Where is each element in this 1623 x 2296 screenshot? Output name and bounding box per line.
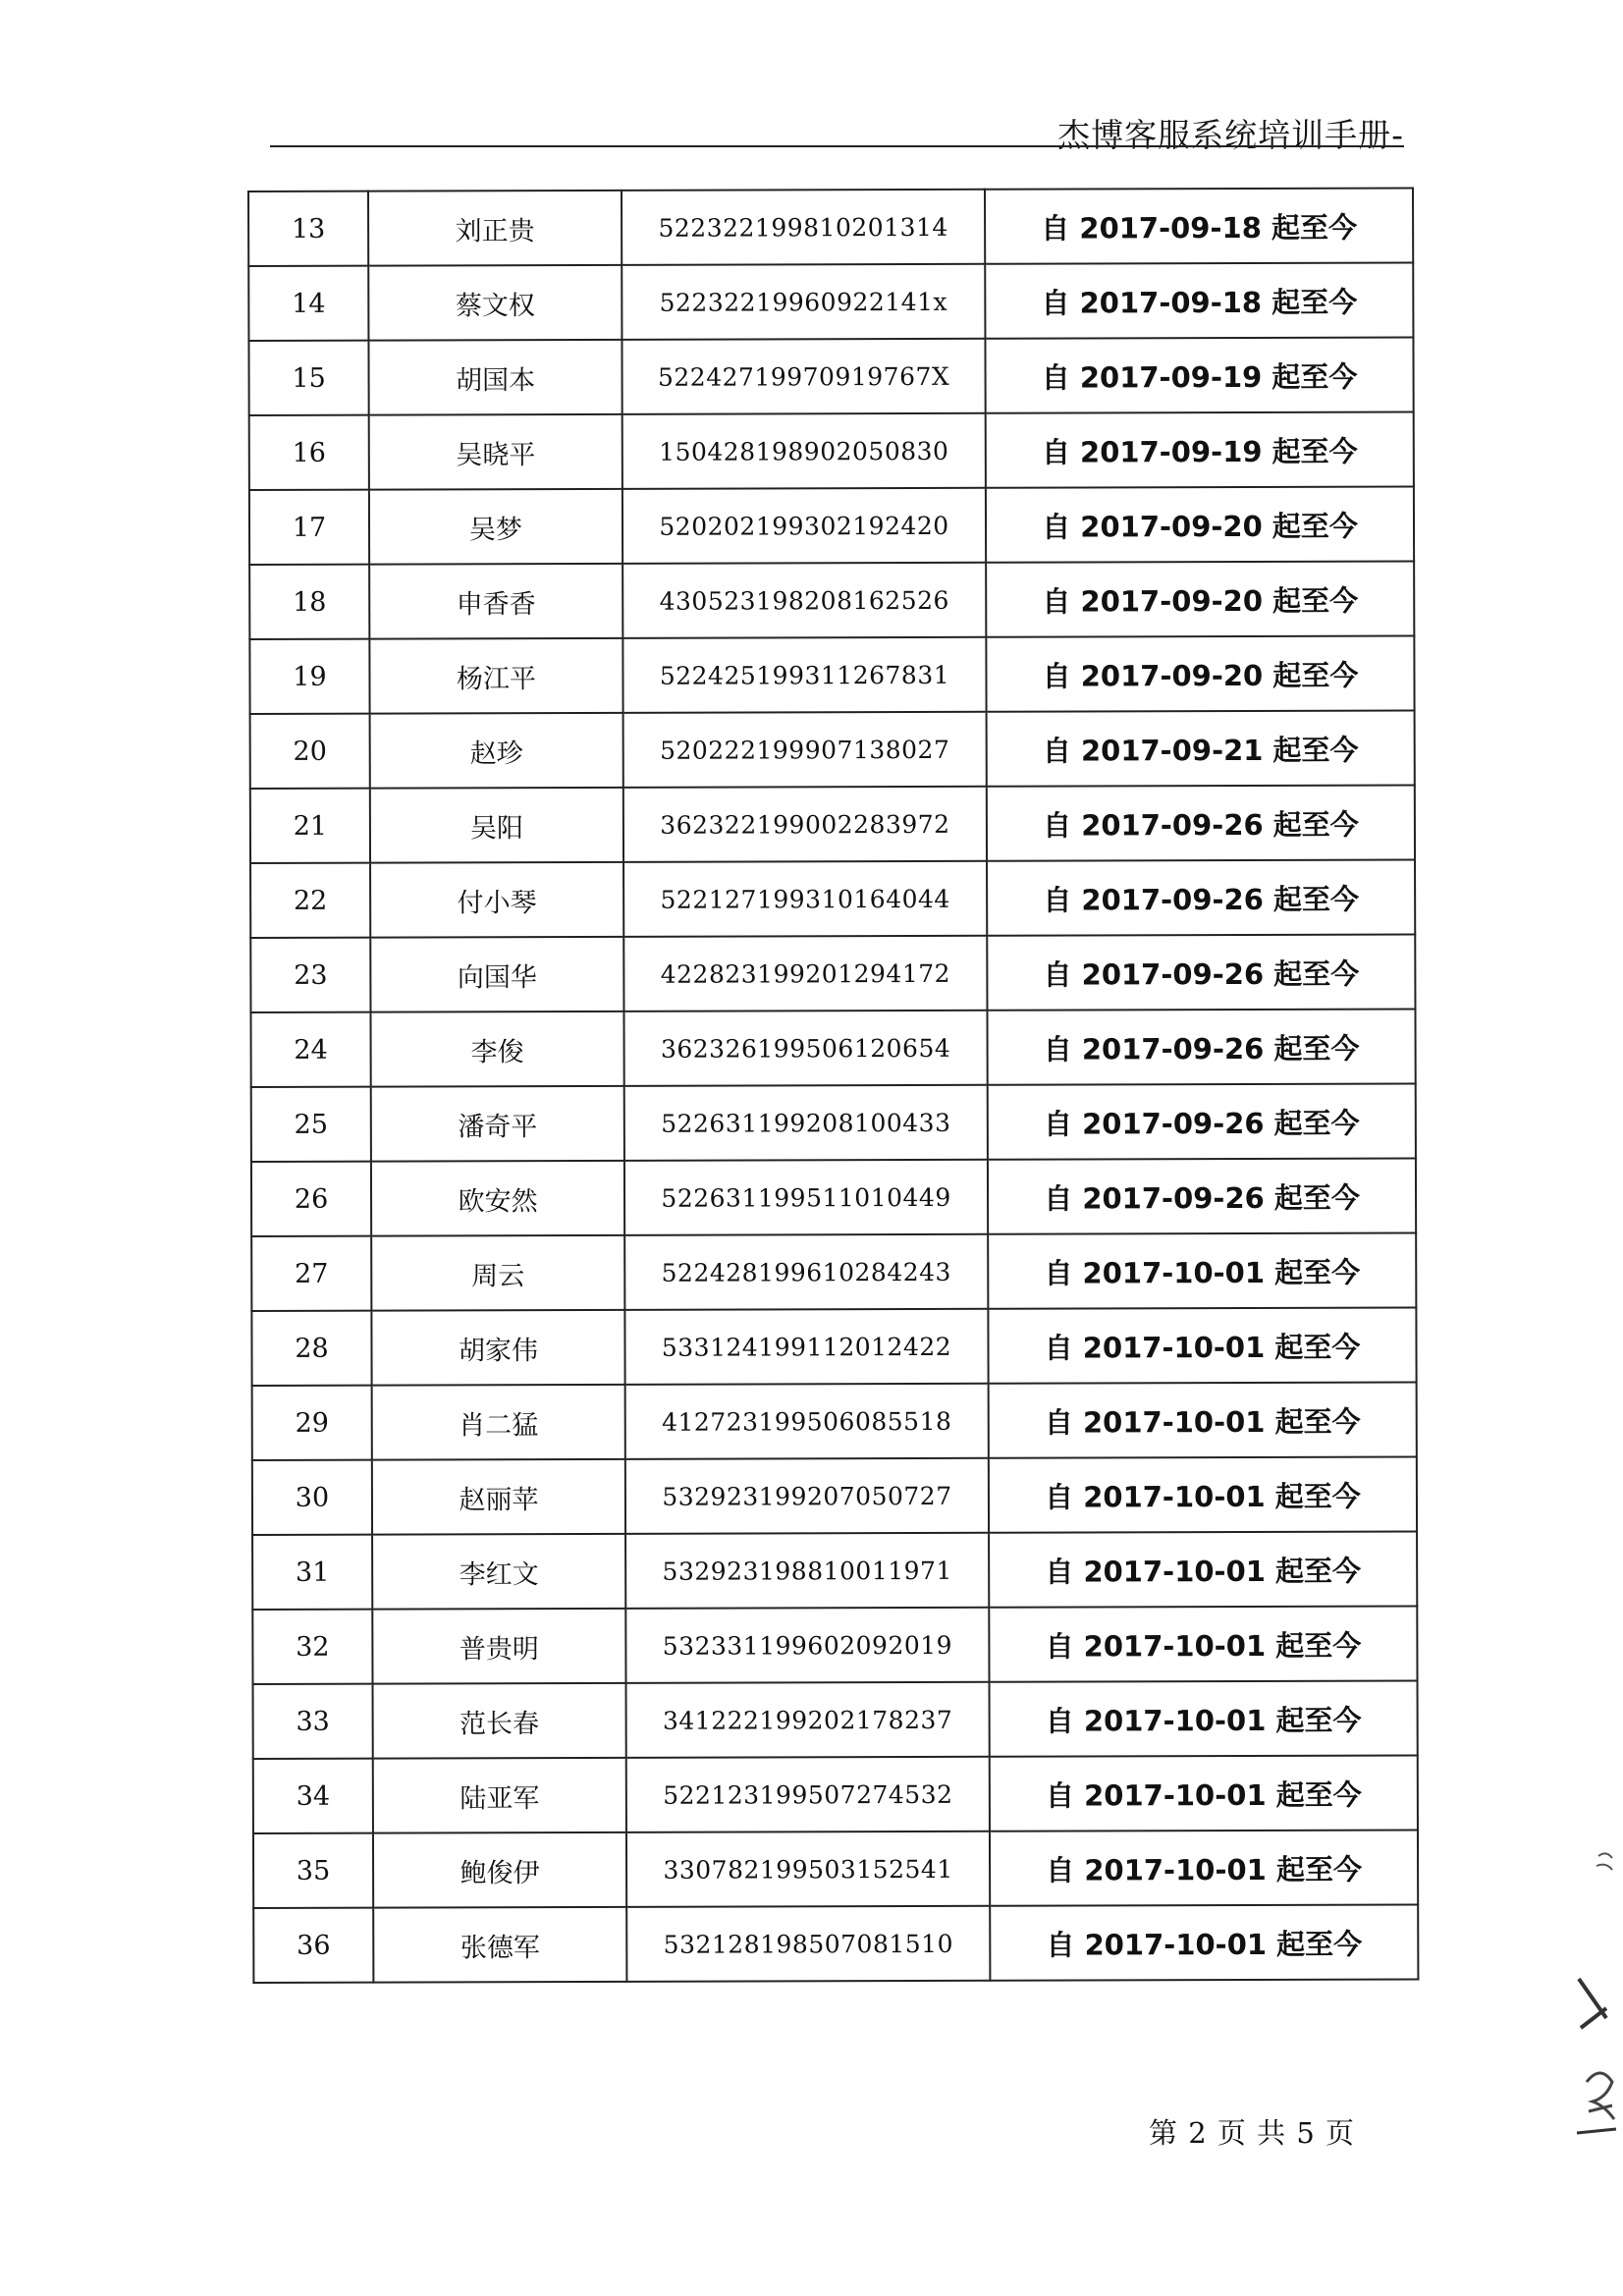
roster-table-body: [248, 188, 1418, 1983]
employee-name: 申香香: [369, 564, 622, 639]
id-number: 520202199302192420: [622, 488, 986, 564]
table-row: [252, 1456, 1417, 1535]
table-row: [249, 561, 1414, 639]
employment-period: 自 2017-09-26 起至今: [987, 1009, 1415, 1084]
employment-period: 自 2017-09-20 起至今: [986, 635, 1414, 711]
employee-name: 李红文: [372, 1534, 625, 1610]
roster-table: [247, 187, 1419, 1984]
document-header-title: 杰博客服系统培训手册-: [1057, 116, 1404, 154]
id-number: 532331199602092019: [625, 1608, 989, 1683]
id-number: 362326199506120654: [623, 1011, 987, 1086]
row-number: 17: [249, 490, 369, 565]
row-number: 21: [250, 789, 370, 863]
id-number: 430523198208162526: [622, 563, 986, 638]
employment-period: 自 2017-10-01 起至今: [989, 1456, 1417, 1532]
employment-period: 自 2017-09-26 起至今: [987, 785, 1415, 860]
employment-period: 自 2017-09-18 起至今: [985, 188, 1413, 263]
table-row: [251, 1158, 1416, 1236]
id-number: 522631199208100433: [624, 1085, 988, 1161]
row-number: 36: [253, 1908, 373, 1983]
table-row: [253, 1755, 1418, 1833]
stamp-fragment: [1569, 1817, 1623, 2141]
id-number: 533124199112012422: [624, 1309, 988, 1385]
table-row: [250, 710, 1415, 789]
employment-period: 自 2017-10-01 起至今: [990, 1680, 1418, 1756]
table-row: [248, 188, 1413, 266]
row-number: 20: [250, 714, 370, 789]
employee-name: 蔡文权: [368, 265, 622, 341]
table-row: [249, 411, 1414, 490]
employee-name: 刘正贵: [368, 191, 622, 266]
row-number: 28: [251, 1311, 371, 1386]
id-number: 52242719970919767X: [622, 339, 985, 414]
row-number: 18: [249, 565, 369, 639]
table-row: [248, 262, 1413, 341]
employee-name: 吴阳: [370, 788, 623, 863]
table-row: [249, 635, 1414, 714]
id-number: 522322199810201314: [622, 190, 985, 265]
page-number: 第 2 页 共 5 页: [1149, 2116, 1355, 2150]
employment-period: 自 2017-09-26 起至今: [988, 1158, 1416, 1233]
row-number: 19: [249, 639, 369, 714]
row-number: 16: [249, 415, 369, 490]
id-number: 522428199610284243: [624, 1234, 988, 1310]
row-number: 22: [250, 863, 370, 938]
id-number: 522425199311267831: [622, 637, 986, 713]
employee-name: 胡家伟: [371, 1310, 624, 1386]
employee-name: 周云: [371, 1235, 624, 1311]
employment-period: 自 2017-10-01 起至今: [988, 1232, 1416, 1308]
employee-name: 吴梦: [369, 489, 622, 565]
id-number: 330782199503152541: [626, 1831, 990, 1907]
employee-name: 欧安然: [371, 1161, 624, 1236]
row-number: 14: [248, 266, 368, 341]
employment-period: 自 2017-09-26 起至今: [988, 1083, 1416, 1159]
employment-period: 自 2017-10-01 起至今: [989, 1531, 1417, 1607]
table-row: [251, 1232, 1416, 1311]
row-number: 26: [251, 1162, 371, 1236]
employee-name: 潘奇平: [371, 1086, 624, 1162]
table-row: [251, 1083, 1416, 1162]
employment-period: 自 2017-09-19 起至今: [985, 337, 1413, 412]
id-number: 532128198507081510: [626, 1906, 990, 1982]
employee-name: 鲍俊伊: [373, 1832, 626, 1908]
employment-period: 自 2017-09-26 起至今: [987, 934, 1415, 1010]
row-number: 25: [251, 1087, 371, 1162]
id-number: 341222199202178237: [626, 1682, 990, 1758]
table-row: [252, 1382, 1417, 1460]
employment-period: 自 2017-09-21 起至今: [987, 710, 1415, 786]
employee-name: 胡国本: [368, 340, 622, 415]
employee-name: 普贵明: [372, 1609, 625, 1684]
table-row: [250, 934, 1415, 1012]
row-number: 13: [248, 191, 368, 266]
employment-period: 自 2017-09-18 起至今: [985, 262, 1413, 338]
employment-period: 自 2017-09-26 起至今: [987, 859, 1415, 935]
id-number: 422823199201294172: [623, 936, 987, 1011]
row-number: 33: [253, 1684, 373, 1759]
id-number: 532923198810011971: [625, 1533, 989, 1609]
table-row: [249, 486, 1414, 565]
table-row: [250, 1009, 1415, 1087]
table-row: [252, 1606, 1417, 1684]
id-number: 522123199507274532: [626, 1757, 990, 1832]
table-row: [250, 785, 1415, 863]
employment-period: 自 2017-10-01 起至今: [990, 1830, 1418, 1905]
employee-name: 范长春: [373, 1683, 626, 1759]
employee-name: 陆亚军: [373, 1758, 626, 1833]
table-row: [253, 1680, 1418, 1759]
id-number: 362322199002283972: [623, 787, 987, 862]
id-number: 522631199511010449: [624, 1160, 988, 1235]
employment-period: 自 2017-09-20 起至今: [986, 561, 1414, 636]
table-row: [253, 1830, 1418, 1908]
row-number: 15: [248, 341, 368, 415]
table-row: [251, 1307, 1416, 1386]
employee-name: 张德军: [373, 1907, 626, 1983]
employee-name: 吴晓平: [369, 414, 622, 490]
employee-name: 李俊: [370, 1011, 623, 1087]
table-row: [252, 1531, 1417, 1610]
header-rule: [270, 145, 1404, 147]
id-number: 520222199907138027: [623, 712, 987, 788]
employment-period: 自 2017-10-01 起至今: [988, 1307, 1416, 1383]
row-number: 24: [250, 1012, 370, 1087]
id-number: 52232219960922141x: [622, 264, 985, 340]
employment-period: 自 2017-09-20 起至今: [986, 486, 1414, 562]
table-row: [253, 1904, 1418, 1983]
id-number: 412723199506085518: [625, 1384, 989, 1459]
id-number: 150428198902050830: [622, 413, 986, 489]
employment-period: 自 2017-10-01 起至今: [989, 1606, 1417, 1681]
id-number: 532923199207050727: [625, 1458, 989, 1534]
row-number: 30: [252, 1460, 372, 1535]
employee-name: 赵珍: [370, 713, 623, 789]
row-number: 32: [252, 1610, 372, 1684]
employee-name: 杨江平: [369, 638, 622, 714]
employment-period: 自 2017-10-01 起至今: [990, 1904, 1418, 1980]
row-number: 23: [250, 938, 370, 1012]
row-number: 29: [252, 1386, 372, 1460]
roster-table-container: [247, 187, 1419, 1984]
row-number: 27: [251, 1236, 371, 1311]
row-number: 35: [253, 1833, 373, 1908]
employee-name: 向国华: [370, 937, 623, 1012]
row-number: 34: [253, 1759, 373, 1833]
employment-period: 自 2017-09-19 起至今: [986, 411, 1414, 487]
employee-name: 肖二猛: [372, 1385, 625, 1460]
table-row: [250, 859, 1415, 938]
row-number: 31: [252, 1535, 372, 1610]
employment-period: 自 2017-10-01 起至今: [990, 1755, 1418, 1831]
employee-name: 赵丽苹: [372, 1459, 625, 1535]
employment-period: 自 2017-10-01 起至今: [989, 1382, 1417, 1457]
id-number: 522127199310164044: [623, 861, 987, 937]
table-row: [248, 337, 1413, 415]
employee-name: 付小琴: [370, 862, 623, 938]
